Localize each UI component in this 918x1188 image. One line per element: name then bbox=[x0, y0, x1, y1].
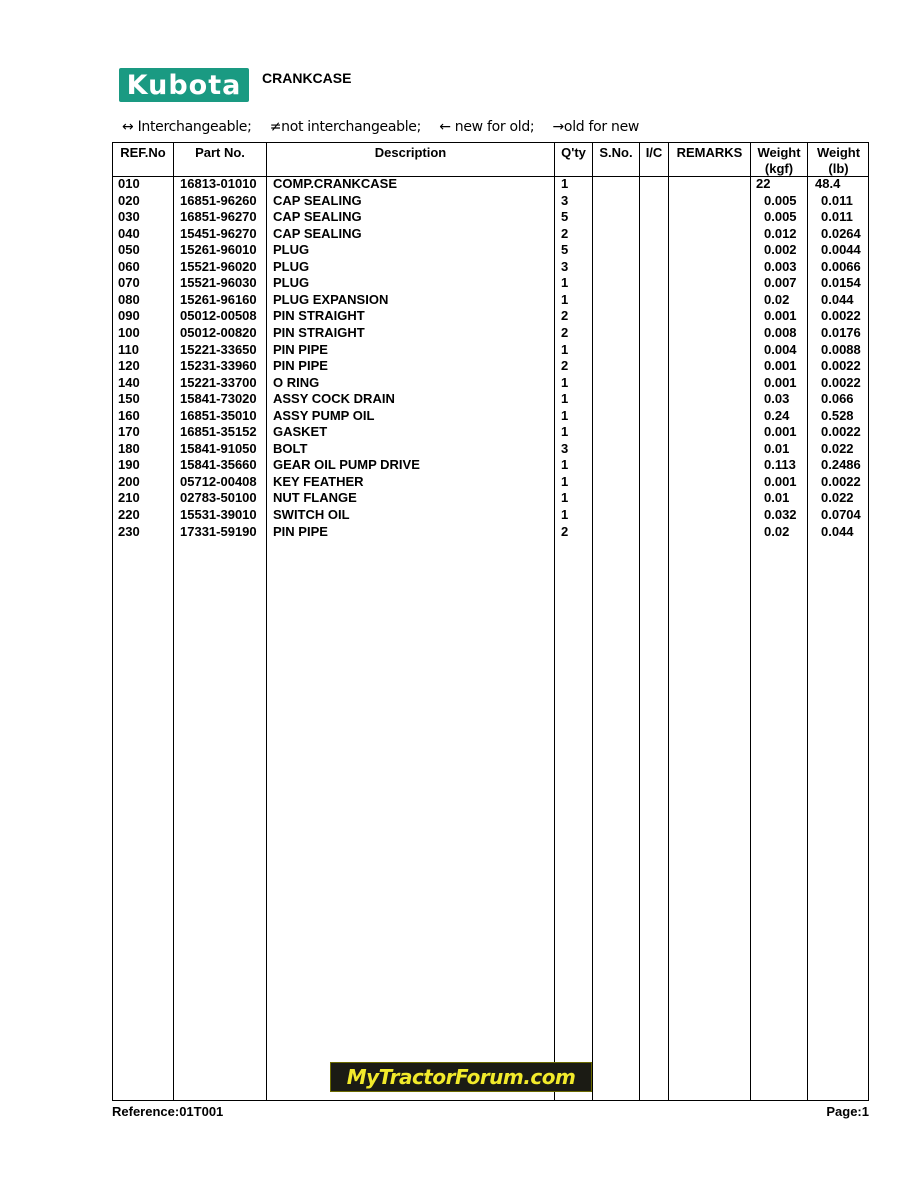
cell-weight-lb: 0.011 bbox=[821, 209, 853, 225]
cell-weight-lb: 0.0044 bbox=[821, 242, 861, 258]
cell-weight-lb: 0.011 bbox=[821, 192, 853, 208]
cell-qty: 2 bbox=[561, 308, 569, 324]
cell-description: PIN PIPE bbox=[273, 523, 328, 539]
site-watermark bbox=[330, 1062, 592, 1092]
cell-weight-lb: 48.4 bbox=[815, 176, 841, 191]
column-divider bbox=[266, 142, 267, 1101]
cell-part-no: 17331-59190 bbox=[180, 523, 257, 539]
column-divider bbox=[668, 142, 669, 1101]
column-divider bbox=[750, 142, 751, 1101]
page-title: CRANKCASE bbox=[262, 70, 352, 86]
cell-qty: 1 bbox=[561, 341, 569, 357]
column-divider bbox=[639, 142, 640, 1101]
cell-weight-kgf: 0.01 bbox=[764, 490, 790, 506]
header-weight-kgf-line1: Weight bbox=[757, 145, 801, 160]
cell-qty: 1 bbox=[561, 291, 569, 307]
cell-part-no: 15221-33650 bbox=[180, 341, 257, 357]
cell-weight-kgf: 0.01 bbox=[764, 440, 790, 456]
cell-weight-lb: 0.2486 bbox=[821, 457, 861, 473]
cell-qty: 1 bbox=[561, 391, 569, 407]
cell-description: SWITCH OIL bbox=[273, 507, 350, 522]
cell-ref: 230 bbox=[118, 523, 140, 539]
cell-weight-lb: 0.0022 bbox=[821, 358, 861, 374]
cell-qty: 2 bbox=[561, 523, 569, 539]
cell-description: PIN PIPE bbox=[273, 358, 328, 374]
cell-qty: 1 bbox=[561, 490, 569, 506]
cell-qty: 2 bbox=[561, 358, 569, 374]
cell-ref: 090 bbox=[118, 308, 140, 324]
cell-part-no: 15521-96020 bbox=[180, 258, 257, 274]
cell-qty: 3 bbox=[561, 192, 569, 208]
cell-weight-lb: 0.0176 bbox=[821, 324, 861, 340]
cell-weight-lb: 0.0704 bbox=[821, 507, 861, 522]
header-weight-kgf bbox=[751, 145, 807, 177]
header-ic: I/C bbox=[645, 145, 663, 160]
kubota-logo bbox=[119, 68, 249, 102]
cell-qty: 3 bbox=[561, 258, 569, 274]
cell-weight-kgf: 0.002 bbox=[764, 242, 797, 258]
header-weight-lb bbox=[808, 145, 869, 177]
cell-description: COMP.CRANKCASE bbox=[273, 176, 397, 191]
cell-description: PIN STRAIGHT bbox=[273, 308, 365, 324]
cell-description: PLUG EXPANSION bbox=[273, 291, 389, 307]
cell-weight-kgf: 0.03 bbox=[764, 391, 790, 407]
cell-description: CAP SEALING bbox=[273, 225, 362, 241]
header-qty: Q'ty bbox=[561, 145, 586, 160]
cell-ref: 140 bbox=[118, 374, 140, 390]
cell-description: PLUG bbox=[273, 242, 310, 258]
cell-part-no: 16851-35010 bbox=[180, 407, 257, 423]
cell-weight-kgf: 0.004 bbox=[764, 341, 797, 357]
cell-weight-kgf: 0.001 bbox=[764, 473, 797, 489]
cell-qty: 5 bbox=[561, 242, 569, 258]
cell-qty: 1 bbox=[561, 275, 569, 291]
cell-weight-kgf: 0.005 bbox=[764, 209, 797, 225]
cell-qty: 5 bbox=[561, 209, 569, 225]
cell-description: PLUG bbox=[273, 258, 310, 274]
cell-part-no: 15521-96030 bbox=[180, 275, 257, 291]
cell-part-no: 05012-00508 bbox=[180, 308, 257, 324]
cell-part-no: 02783-50100 bbox=[180, 490, 257, 506]
watermark-text: MyTractorForum.com bbox=[346, 1065, 576, 1089]
cell-qty: 2 bbox=[561, 225, 569, 241]
cell-weight-kgf: 0.001 bbox=[764, 308, 797, 324]
cell-weight-lb: 0.0022 bbox=[821, 308, 861, 324]
interchangeability-legend bbox=[122, 119, 653, 135]
cell-weight-lb: 0.528 bbox=[821, 407, 854, 423]
cell-ref: 030 bbox=[118, 209, 140, 225]
cell-part-no: 15531-39010 bbox=[180, 507, 257, 522]
footer-reference: Reference:01T001 bbox=[112, 1104, 224, 1119]
cell-description: PIN STRAIGHT bbox=[273, 324, 365, 340]
cell-weight-kgf: 0.003 bbox=[764, 258, 797, 274]
cell-description: GEAR OIL PUMP DRIVE bbox=[273, 457, 420, 473]
cell-weight-kgf: 0.032 bbox=[764, 507, 797, 522]
cell-weight-lb: 0.066 bbox=[821, 391, 854, 407]
cell-description: ASSY COCK DRAIN bbox=[273, 391, 395, 407]
cell-weight-lb: 0.022 bbox=[821, 440, 854, 456]
cell-qty: 1 bbox=[561, 473, 569, 489]
header-description: Description bbox=[374, 145, 447, 160]
cell-ref: 010 bbox=[118, 176, 140, 191]
cell-weight-lb: 0.0066 bbox=[821, 258, 861, 274]
legend-new-for-old: ← new for old; bbox=[439, 119, 535, 135]
cell-ref: 110 bbox=[118, 341, 139, 357]
cell-qty: 1 bbox=[561, 374, 569, 390]
cell-weight-lb: 0.0264 bbox=[821, 225, 861, 241]
header-weight-lb-line2: (lb) bbox=[828, 161, 849, 176]
legend-old-for-new: →old for new bbox=[552, 119, 640, 135]
cell-ref: 050 bbox=[118, 242, 140, 258]
cell-qty: 1 bbox=[561, 424, 569, 440]
cell-description: NUT FLANGE bbox=[273, 490, 357, 506]
cell-weight-kgf: 0.001 bbox=[764, 374, 797, 390]
cell-ref: 170 bbox=[118, 424, 140, 440]
cell-ref: 120 bbox=[118, 358, 140, 374]
cell-weight-lb: 0.044 bbox=[821, 291, 854, 307]
cell-weight-kgf: 0.02 bbox=[764, 291, 790, 307]
cell-description: CAP SEALING bbox=[273, 192, 362, 208]
cell-weight-kgf: 0.001 bbox=[764, 358, 797, 374]
header-weight-lb-line1: Weight bbox=[816, 145, 861, 160]
cell-weight-kgf: 0.005 bbox=[764, 192, 797, 208]
cell-weight-kgf: 22 bbox=[756, 176, 771, 191]
cell-description: PLUG bbox=[273, 275, 310, 291]
cell-weight-kgf: 0.24 bbox=[764, 407, 790, 423]
cell-weight-kgf: 0.02 bbox=[764, 523, 790, 539]
cell-weight-lb: 0.044 bbox=[821, 523, 854, 539]
column-divider bbox=[592, 142, 593, 1101]
cell-description: O RING bbox=[273, 374, 320, 390]
cell-ref: 020 bbox=[118, 192, 140, 208]
header-part-no: Part No. bbox=[195, 145, 245, 160]
cell-ref: 100 bbox=[118, 324, 140, 340]
cell-ref: 060 bbox=[118, 258, 140, 274]
column-divider bbox=[173, 142, 174, 1101]
cell-part-no: 15261-96160 bbox=[180, 291, 257, 307]
cell-part-no: 15841-35660 bbox=[180, 457, 257, 473]
cell-qty: 1 bbox=[561, 176, 569, 191]
cell-part-no: 16851-96260 bbox=[180, 192, 257, 208]
legend-not-interchangeable: ≠not interchangeable; bbox=[269, 119, 422, 135]
cell-description: KEY FEATHER bbox=[273, 473, 364, 489]
cell-weight-kgf: 0.007 bbox=[764, 275, 797, 291]
cell-ref: 220 bbox=[118, 507, 140, 522]
cell-ref: 080 bbox=[118, 291, 140, 307]
cell-weight-lb: 0.0022 bbox=[821, 374, 861, 390]
cell-ref: 190 bbox=[118, 457, 140, 473]
cell-weight-lb: 0.0154 bbox=[821, 275, 861, 291]
cell-ref: 040 bbox=[118, 225, 140, 241]
cell-qty: 1 bbox=[561, 407, 569, 423]
cell-part-no: 15451-96270 bbox=[180, 225, 257, 241]
cell-qty: 1 bbox=[561, 507, 569, 522]
cell-ref: 160 bbox=[118, 407, 140, 423]
column-divider bbox=[554, 142, 555, 1101]
cell-qty: 3 bbox=[561, 440, 569, 456]
cell-part-no: 15841-91050 bbox=[180, 440, 257, 456]
cell-description: GASKET bbox=[273, 424, 328, 440]
logo-text: Kubota bbox=[126, 69, 242, 101]
cell-part-no: 15221-33700 bbox=[180, 374, 257, 390]
cell-part-no: 16851-35152 bbox=[180, 424, 257, 440]
cell-part-no: 16813-01010 bbox=[180, 176, 257, 191]
cell-ref: 070 bbox=[118, 275, 140, 291]
cell-ref: 150 bbox=[118, 391, 140, 407]
cell-ref: 200 bbox=[118, 473, 140, 489]
header-remarks: REMARKS bbox=[676, 145, 743, 160]
legend-interchangeable: ↔ Interchangeable; bbox=[122, 119, 252, 135]
cell-part-no: 15231-33960 bbox=[180, 358, 257, 374]
header-sno: S.No. bbox=[599, 145, 633, 160]
cell-qty: 2 bbox=[561, 324, 569, 340]
footer-page: Page:1 bbox=[826, 1104, 869, 1119]
cell-weight-lb: 0.022 bbox=[821, 490, 854, 506]
cell-ref: 180 bbox=[118, 440, 140, 456]
cell-weight-kgf: 0.008 bbox=[764, 324, 797, 340]
cell-weight-lb: 0.0088 bbox=[821, 341, 861, 357]
cell-description: PIN PIPE bbox=[273, 341, 328, 357]
header-weight-kgf-line2: (kgf) bbox=[764, 161, 794, 176]
cell-weight-kgf: 0.001 bbox=[764, 424, 797, 440]
header-ref: REF.No bbox=[120, 145, 166, 160]
cell-part-no: 05012-00820 bbox=[180, 324, 257, 340]
cell-weight-kgf: 0.012 bbox=[764, 225, 797, 241]
cell-ref: 210 bbox=[118, 490, 140, 506]
cell-part-no: 16851-96270 bbox=[180, 209, 257, 225]
cell-description: ASSY PUMP OIL bbox=[273, 407, 375, 423]
cell-description: BOLT bbox=[273, 440, 308, 456]
cell-weight-lb: 0.0022 bbox=[821, 473, 861, 489]
cell-qty: 1 bbox=[561, 457, 569, 473]
cell-weight-lb: 0.0022 bbox=[821, 424, 861, 440]
cell-part-no: 15841-73020 bbox=[180, 391, 257, 407]
cell-part-no: 05712-00408 bbox=[180, 473, 257, 489]
column-divider bbox=[807, 142, 808, 1101]
cell-part-no: 15261-96010 bbox=[180, 242, 257, 258]
cell-weight-kgf: 0.113 bbox=[764, 457, 796, 473]
cell-description: CAP SEALING bbox=[273, 209, 362, 225]
